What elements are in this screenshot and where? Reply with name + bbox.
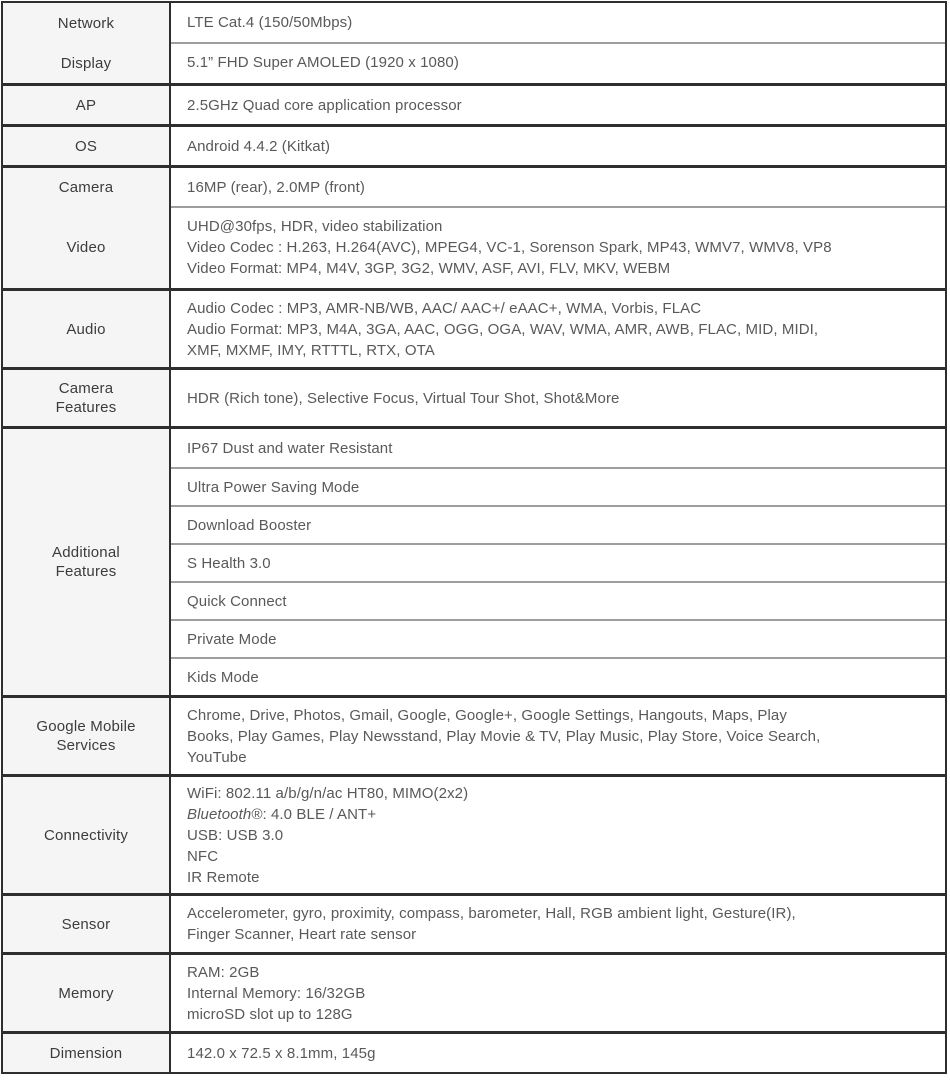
spec-label-display: Display [60,54,112,72]
label-column-additional-features [3,429,171,695]
spec-value-kids-mode: Kids Mode [187,668,259,686]
spec-label-dimension: Dimension [49,1044,123,1062]
value-column-camera-video [171,168,945,288]
spec-value-video-line1: UHD@30fps, HDR, video stabilization [187,217,443,235]
spec-label-additional-features-line2: Features [55,563,117,580]
spec-row-dimension [171,1034,945,1072]
spec-label-additional-features-line1: Additional [52,544,120,561]
spec-group-dimension [3,1031,945,1072]
spec-group-camera-video [3,165,945,288]
spec-row-ap [171,86,945,124]
spec-group-audio [3,288,945,367]
spec-group-ap [3,83,945,124]
spec-label-camera-features-line2: Features [55,399,117,416]
spec-label-memory: Memory [58,984,114,1002]
value-column-camera-features [171,370,945,426]
spec-value-ap: 2.5GHz Quad core application processor [187,96,462,114]
spec-row-download-booster [171,505,945,543]
spec-label-connectivity: Connectivity [43,826,129,844]
spec-row-sensor [171,896,945,952]
spec-value-usb: USB: USB 3.0 [187,826,284,844]
label-column-os [3,127,171,165]
spec-value-gms-line1: Chrome, Drive, Photos, Gmail, Google, Google+, Google Settings, Hangouts, Maps, Play [187,706,787,724]
spec-value-gms-line2: Books, Play Games, Play Newsstand, Play Movie & TV, Play Music, Play Store, Voice Search, [187,727,821,745]
spec-label-os: OS [74,137,98,155]
spec-group-memory [3,952,945,1031]
spec-label-camera-features-line1: Camera [58,380,114,397]
spec-value-video-line2: Video Codec : H.263, H.264(AVC), MPEG4, VC-1, Sorenson Spark, MP43, WMV7, WMV8, VP8 [187,238,832,256]
spec-value-audio-line1: Audio Codec : MP3, AMR-NB/WB, AAC/ AAC+/ eAAC+, WMA, Vorbis, FLAC [187,299,702,317]
spec-row-video [171,206,945,286]
label-column-google-mobile-services [3,698,171,774]
spec-value-ultra-power-saving: Ultra Power Saving Mode [187,478,360,496]
value-column-google-mobile-services [171,698,945,774]
spec-value-download-booster: Download Booster [187,516,312,534]
spec-value-microsd: microSD slot up to 128G [187,1005,353,1023]
spec-row-memory [171,955,945,1031]
value-column-os [171,127,945,165]
spec-value-private-mode: Private Mode [187,630,277,648]
spec-label-sensor: Sensor [61,915,111,933]
value-column-sensor [171,896,945,952]
spec-group-network-display [3,3,945,83]
bluetooth-spec-text: : 4.0 BLE / ANT+ [262,805,377,823]
label-column-camera-video [3,168,171,288]
label-column-sensor [3,896,171,952]
value-column-additional-features [171,429,945,695]
spec-value-display: 5.1” FHD Super AMOLED (1920 x 1080) [187,54,459,71]
spec-value-ram: RAM: 2GB [187,963,260,981]
spec-group-google-mobile-services [3,695,945,774]
label-slot-display [3,43,169,83]
spec-label-video: Video [66,239,106,256]
spec-value-quick-connect: Quick Connect [187,592,287,610]
label-slot-video [3,207,169,288]
spec-row-ip67 [171,429,945,467]
label-column-network-display [3,3,171,83]
spec-row-google-mobile-services [171,698,945,774]
label-column-camera-features [3,370,171,426]
spec-group-connectivity [3,774,945,893]
spec-label-audio: Audio [66,320,106,338]
spec-row-os [171,127,945,165]
label-column-ap [3,86,171,124]
label-slot-camera [3,168,169,207]
spec-value-audio-line2: Audio Format: MP3, M4A, 3GA, AAC, OGG, OGA, WAV, WMA, AMR, AWB, FLAC, MID, MIDI, [187,320,819,338]
value-column-network-display [171,3,945,83]
spec-group-additional-features [3,426,945,695]
spec-label-network: Network [57,14,115,32]
spec-row-s-health [171,543,945,581]
label-column-connectivity [3,777,171,893]
spec-row-private-mode [171,619,945,657]
spec-value-nfc: NFC [187,847,219,865]
spec-group-os [3,124,945,165]
spec-row-kids-mode [171,657,945,695]
spec-label-gms-line1: Google Mobile [36,718,136,735]
spec-value-video-line3: Video Format: MP4, M4V, 3GP, 3G2, WMV, ASF, AVI, FLV, MKV, WEBM [187,259,671,277]
spec-value-s-health: S Health 3.0 [187,554,271,572]
spec-value-gms-line3: YouTube [187,748,247,766]
spec-row-camera-features [171,370,945,426]
spec-row-connectivity [171,777,945,893]
spec-label-gms-line2: Services [56,737,116,754]
spec-label-ap: AP [75,96,97,114]
spec-value-dimension: 142.0 x 72.5 x 8.1mm, 145g [187,1044,376,1062]
spec-value-wifi: WiFi: 802.11 a/b/g/n/ac HT80, MIMO(2x2) [187,784,469,802]
value-column-memory [171,955,945,1031]
spec-value-sensor-line2: Finger Scanner, Heart rate sensor [187,926,417,943]
spec-value-sensor-line1: Accelerometer, gyro, proximity, compass, barometer, Hall, RGB ambient light, Gesture(IR), [187,905,796,922]
bluetooth-brand-text: Bluetooth® [187,805,263,823]
label-slot-network [3,3,169,43]
spec-group-camera-features [3,367,945,426]
spec-row-quick-connect [171,581,945,619]
value-column-dimension [171,1034,945,1072]
spec-value-camera: 16MP (rear), 2.0MP (front) [187,178,365,196]
value-column-connectivity [171,777,945,893]
spec-row-audio [171,291,945,367]
label-column-dimension [3,1034,171,1072]
spec-label-camera: Camera [58,179,114,196]
spec-value-internal-memory: Internal Memory: 16/32GB [187,984,366,1002]
spec-value-network: LTE Cat.4 (150/50Mbps) [187,14,353,31]
spec-group-sensor [3,893,945,952]
spec-value-os: Android 4.4.2 (Kitkat) [187,137,331,155]
value-column-audio [171,291,945,367]
spec-value-ip67: IP67 Dust and water Resistant [187,439,393,457]
spec-value-audio-line3: XMF, MXMF, IMY, RTTTL, RTX, OTA [187,341,435,359]
spec-row-display [171,42,945,81]
label-column-memory [3,955,171,1031]
spec-value-camera-features: HDR (Rich tone), Selective Focus, Virtual Tour Shot, Shot&More [187,389,620,407]
label-column-audio [3,291,171,367]
spec-row-network [171,3,945,42]
spec-value-ir-remote: IR Remote [187,868,260,886]
spec-row-ultra-power-saving [171,467,945,505]
spec-table [1,1,947,1074]
spec-row-camera [171,168,945,206]
spec-value-bluetooth [187,804,931,825]
value-column-ap [171,86,945,124]
